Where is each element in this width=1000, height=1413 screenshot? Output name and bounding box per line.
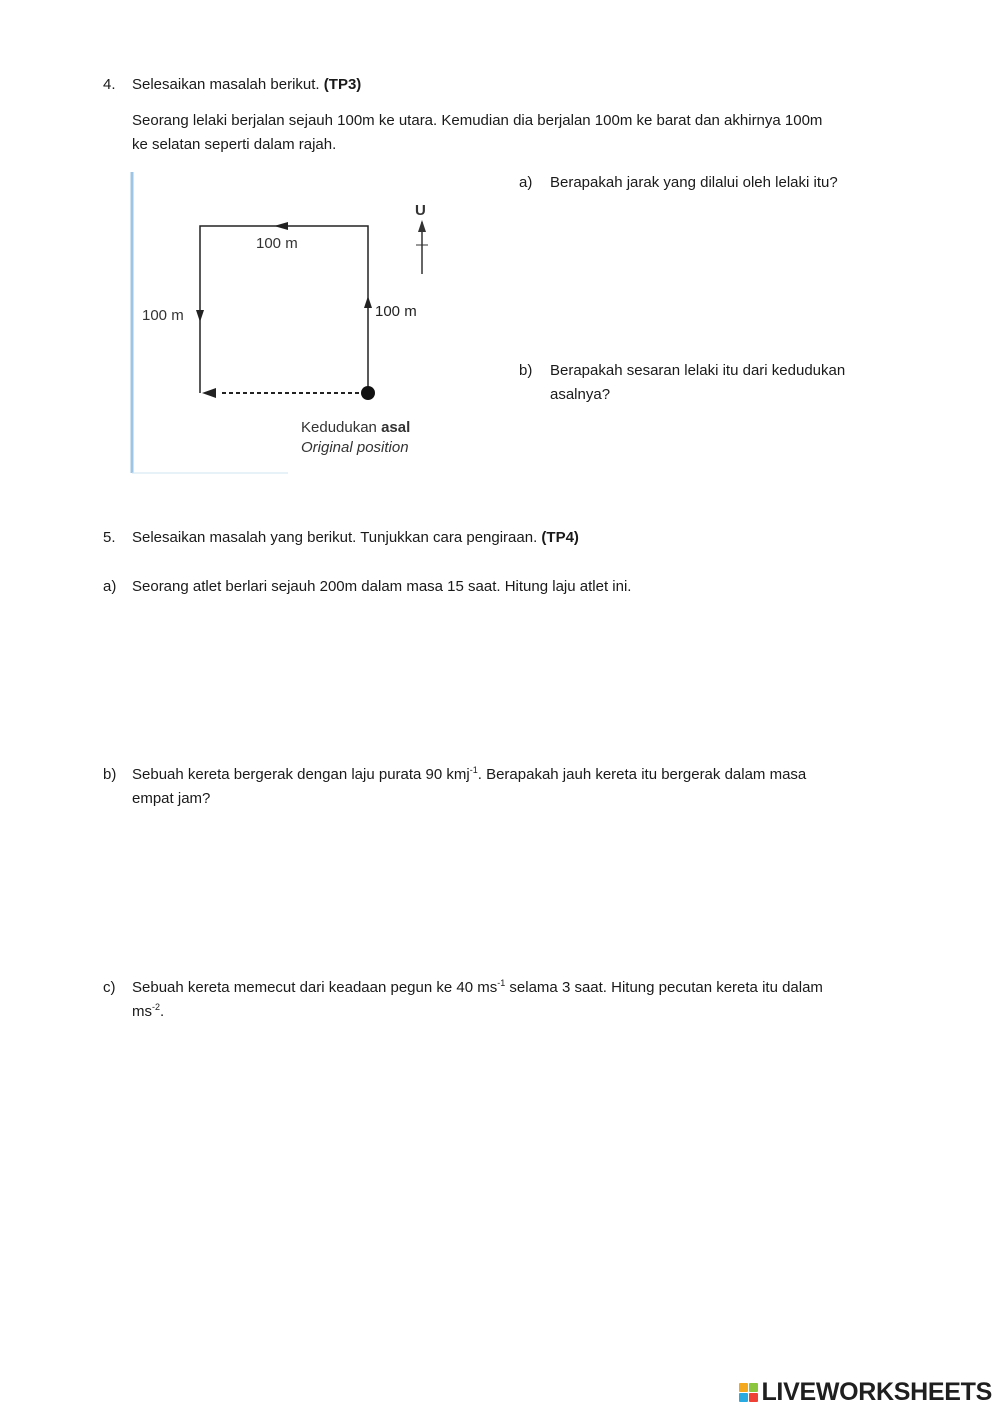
q4-number: 4. [103,76,116,93]
q5-part-c-text1: Sebuah kereta memecut dari keadaan pegun ke 40 ms [132,979,498,996]
q5-part-c-sup1: -1 [497,978,506,988]
q5-heading [132,526,579,550]
logo-tile [749,1383,758,1392]
q5-part-c-text2: selama 3 saat. Hitung pecutan kereta itu dalam [505,979,823,996]
q5-part-b-letter: b) [103,766,117,783]
arrow-north-icon [364,296,372,308]
label-south-distance: 100 m [142,307,184,324]
displacement-arrow-icon [202,388,216,398]
q4-heading [132,73,361,97]
q4-intro-line2: ke selatan seperti dalam rajah. [132,136,337,153]
q5-part-c-letter: c) [103,979,116,996]
q5-heading-text: Selesaikan masalah yang berikut. Tunjukkan cara pengiraan. [132,529,538,546]
q5-part-b-line2: empat jam? [132,790,211,807]
origin-label-en: Original position [301,439,409,456]
q5-part-b-text2: . Berapakah jauh kereta itu bergerak dalam masa [477,766,807,783]
q4-part-b-line1: Berapakah sesaran lelaki itu dari kedudukan [550,362,846,379]
q5-part-c-line1 [132,976,823,1000]
q5-part-b-line1 [132,763,806,787]
north-label: U [415,202,426,219]
logo-tile [749,1393,758,1402]
q5-part-c-line2 [132,1000,164,1024]
q5-number: 5. [103,529,116,546]
q4-part-b-letter: b) [519,362,533,379]
q4-heading-text: Selesaikan masalah berikut. [132,76,320,93]
q4-part-b-line2: asalnya? [550,386,611,403]
label-north-distance: 100 m [375,303,417,320]
arrow-west-icon [274,222,288,230]
q4-intro-line1: Seorang lelaki berjalan sejauh 100m ke utara. Kemudian dia berjalan 100m ke barat dan akhirnya 100m [132,112,823,129]
q5-part-a-text: Seorang atlet berlari sejauh 200m dalam masa 15 saat. Hitung laju atlet ini. [132,578,632,595]
q5-tp-label: (TP4) [541,529,579,546]
origin-label-ms-text: Kedudukan [301,419,377,436]
q5-part-b-text1: Sebuah kereta bergerak dengan laju purata 90 kmj [132,766,470,783]
q4-tp-label: (TP3) [323,76,362,93]
logo-text: LIVEWORKSHEETS [761,1378,992,1406]
origin-label-ms [301,419,410,436]
logo-tile [739,1393,748,1402]
q5-part-b-sup: -1 [469,765,478,775]
q5-part-c-period: . [160,1003,165,1020]
q5-part-c-sup2: -2 [152,1002,161,1012]
origin-label-ms-bold: asal [381,419,411,436]
label-west-distance: 100 m [256,235,298,252]
q5-part-a-letter: a) [103,578,117,595]
arrow-south-icon [196,310,204,322]
logo-mark-icon [739,1383,758,1402]
north-arrow-icon [416,220,428,274]
q5-part-c-unit: ms [132,1003,152,1020]
logo-tile [739,1383,748,1392]
q4-part-a-letter: a) [519,174,533,191]
q4-part-a-text: Berapakah jarak yang dilalui oleh lelaki itu? [550,174,838,191]
origin-dot [361,386,375,400]
walking-path-diagram [128,168,448,478]
liveworksheets-logo[interactable] [739,1378,992,1407]
